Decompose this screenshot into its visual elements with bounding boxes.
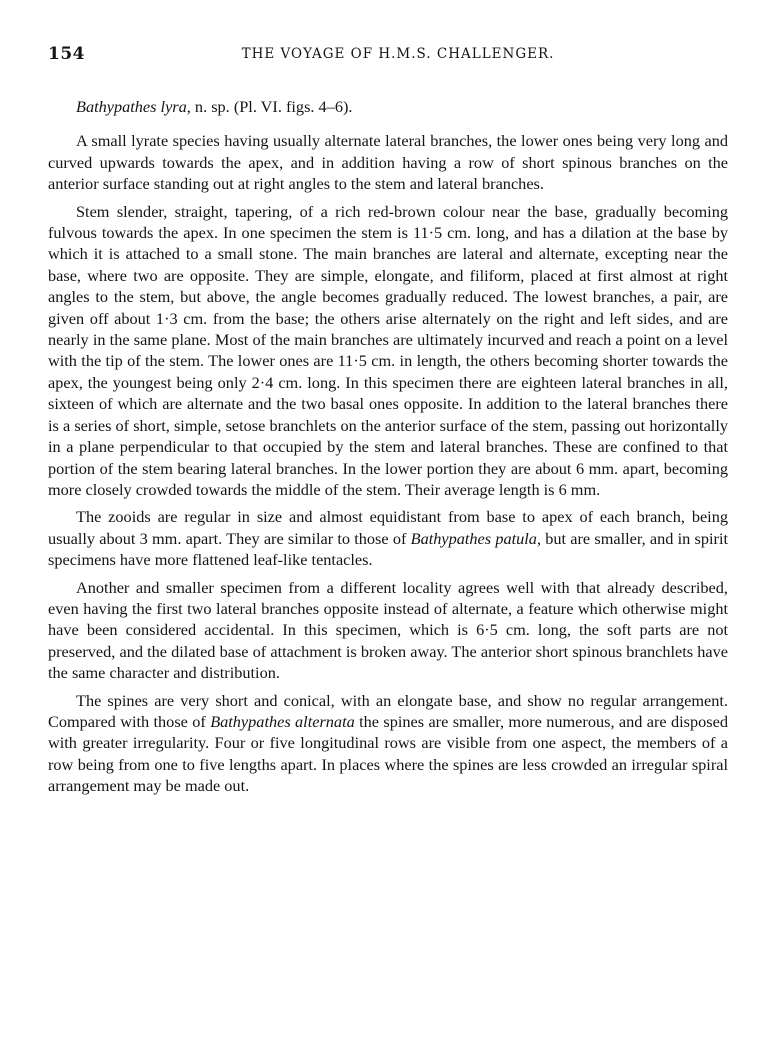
page-number: 154 xyxy=(48,44,85,64)
species-heading-rest: , n. sp. (Pl. VI. figs. 4–6). xyxy=(186,97,353,116)
paragraph-stem-description: Stem slender, straight, tapering, of a rich red-brown colour near the base, gradually becoming fulvous towards the apex. In one specimen the stem is 11·5 cm. long, and has a dilation at the base by which it is attached to a small stone. The main branches are lateral and alternate, excepting near the base, where two are opposite. They are simple, elongate, and filiform, placed at first almost at right angles to the stem, but above, the angle becomes gradually reduced. The lowest branches, a pair, are given off about 1·3 cm. from the base; the others arise alternately on the right and left sides, and are nearly in the same plane. Most of the main branches are ultimately incurved and reach a point on a level with the tip of the stem. The lower ones are 11·5 cm. in length, the others becoming shorter towards the apex, the youngest being only 2·4 cm. long. In this specimen there are eighteen lateral branches in all, sixteen of which are alternate and the two basal ones opposite. In addition to the lateral branches there is a series of short, simple, setose branchlets on the anterior surface of the stem, passing out horizontally in a plane perpendicular to that occupied by the stem and lateral branches. These are confined to that portion of the stem bearing lateral branches. In the lower portion they are about 6 mm. apart, becoming more closely crowded towards the middle of the stem. Their average length is 6 mm. xyxy=(48,201,728,499)
paragraph-zooids xyxy=(48,506,728,570)
page-header xyxy=(48,44,728,68)
paragraph-spines xyxy=(48,690,728,797)
species-reference-alternata: Bathypathes alternata xyxy=(210,711,355,731)
species-reference-patula: Bathypathes patula xyxy=(410,528,537,548)
paragraph-spines-text-b: the spines are smaller, more numerous, and are disposed with greater irregularity. Four or five longitudinal rows are visible from one aspect, the members of a row being from one to five lengths apart. In places where the spines are less crowded an irregular spiral arrangement may be made out. xyxy=(48,711,729,796)
page-body xyxy=(48,96,728,803)
paragraph-zooids-text-b: , but are smaller, and in spirit specimens have more flattened leaf-like tentacles. xyxy=(48,528,729,570)
running-title: THE VOYAGE OF H.M.S. CHALLENGER. xyxy=(241,46,555,62)
paragraph-zooids-text-a: The zooids are regular in size and almost equidistant from base to apex of each branch, being usually about 3 mm. apart. They are similar to those of xyxy=(48,507,728,548)
paragraph-spines-text-a: The spines are very short and conical, with an elongate base, and show no regular arrangement. Compared with those of xyxy=(48,690,728,731)
species-heading xyxy=(48,96,728,117)
species-name: Bathypathes lyra xyxy=(76,97,187,116)
paragraph-second-specimen: Another and smaller specimen from a different locality agrees well with that already described, even having the first two lateral branches opposite instead of alternate, a feature which otherwise might have been considered accidental. In this specimen, which is 6·5 cm. long, the soft parts are not preserved, and the dilated base of attachment is broken away. The anterior short spinous branchlets have the same character and distribution. xyxy=(48,577,728,683)
paragraph-diagnosis: A small lyrate species having usually alternate lateral branches, the lower ones being very long and curved upwards towards the apex, and in addition having a row of short spinous branches on the anterior surface standing out at right angles to the stem and lateral branches. xyxy=(48,131,728,194)
